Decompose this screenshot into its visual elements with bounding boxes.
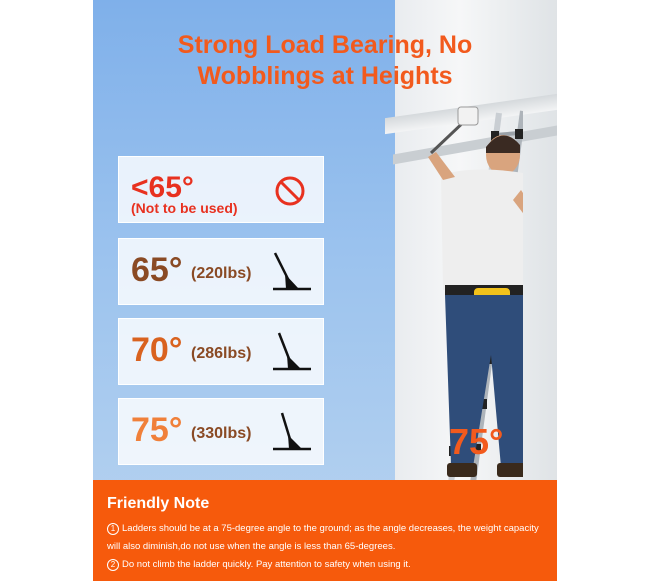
note-text: Do not climb the ladder quickly. Pay attention to safety when using it. (122, 559, 411, 570)
angle-card-65 (118, 238, 324, 305)
note-text: Ladders should be at a 75-degree angle to the ground; as the angle decreases, the weight capacity (122, 523, 539, 534)
angle-icon (269, 409, 313, 453)
note-number: 1 (107, 523, 119, 535)
friendly-note (93, 480, 557, 581)
note-number: 2 (107, 559, 119, 571)
headline-line-1: Strong Load Bearing, No (177, 31, 473, 59)
angle-value: 75° (131, 411, 183, 449)
ladder-angle-label: 75° (449, 421, 504, 462)
angle-card-75 (118, 398, 324, 465)
note-item (107, 558, 411, 572)
angle-card-70 (118, 318, 324, 385)
note-text: will also diminish,do not use when the angle is less than 65-degrees. (107, 541, 396, 552)
note-item (107, 522, 539, 536)
angle-weight: (286lbs) (191, 345, 252, 362)
angle-card-unsafe (118, 156, 324, 223)
angle-value: <65° (131, 171, 194, 204)
prohibited-icon (274, 175, 306, 207)
angle-note: (Not to be used) (131, 200, 238, 216)
angle-icon (269, 249, 313, 293)
headline-line-2: Wobblings at Heights (197, 62, 453, 90)
angle-value: 65° (131, 251, 183, 289)
angle-weight: (330lbs) (191, 425, 252, 442)
angle-weight: (220lbs) (191, 265, 252, 282)
friendly-note-title: Friendly Note (107, 495, 210, 512)
product-poster (93, 0, 557, 581)
note-item-continued (107, 540, 395, 554)
headline (93, 30, 557, 92)
angle-icon (269, 329, 313, 373)
angle-value: 70° (131, 331, 183, 369)
